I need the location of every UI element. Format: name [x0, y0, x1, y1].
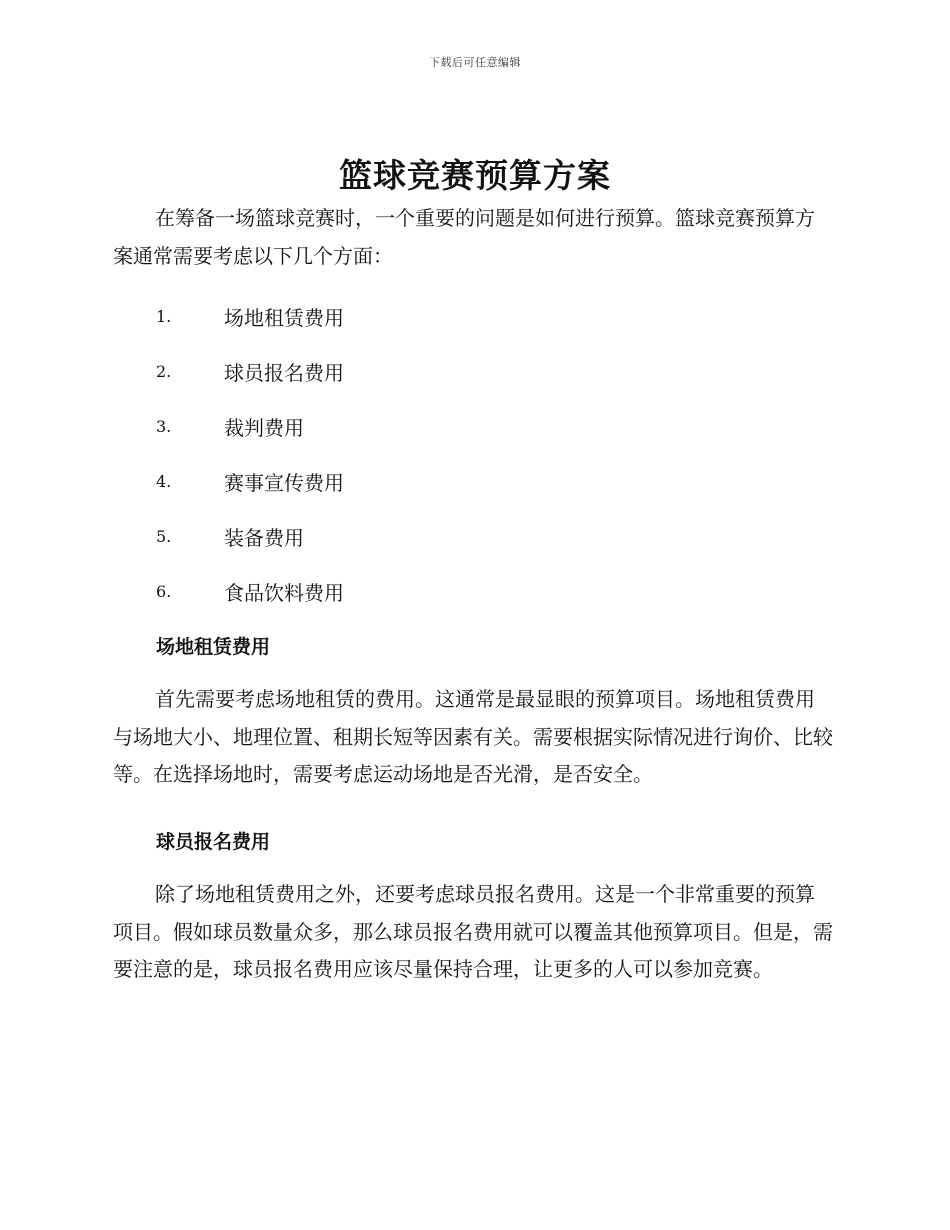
list-item [0, 463, 700, 518]
list-item-text: 赛事宣传费用 [224, 471, 344, 495]
section-heading-venue: 场地租赁费用 [156, 636, 271, 658]
list-item-text: 装备费用 [224, 526, 304, 550]
intro-paragraph: 在筹备一场篮球竞赛时，一个重要的问题是如何进行预算。篮球竞赛预算方案通常需要考虑以下几个方面： [113, 206, 815, 268]
list-item-number: 3. [156, 417, 172, 436]
section-heading-registration: 球员报名费用 [156, 831, 271, 853]
list-item-number: 4. [156, 472, 172, 491]
list-item-text: 场地租赁费用 [224, 306, 344, 330]
header-note: 下载后可任意编辑 [429, 56, 521, 69]
list-item [0, 518, 700, 573]
section-body-venue: 首先需要考虑场地租赁的费用。这通常是最显眼的预算项目。场地租赁费用与场地大小、地理位置、租期长短等因素有关。需要根据实际情况进行询价、比较等。在选择场地时，需要考虑运动场地是否光滑，是否安全。 [113, 687, 833, 786]
cost-item-list [0, 298, 700, 628]
list-item-number: 5. [156, 527, 172, 546]
list-item-text: 食品饮料费用 [224, 581, 344, 605]
list-item [0, 353, 700, 408]
list-item [0, 298, 700, 353]
list-item [0, 573, 700, 628]
list-item [0, 408, 700, 463]
list-item-text: 裁判费用 [224, 416, 304, 440]
list-item-number: 1. [156, 307, 172, 326]
document-title: 篮球竞赛预算方案 [339, 156, 611, 195]
section-body-registration: 除了场地租赁费用之外，还要考虑球员报名费用。这是一个非常重要的预算项目。假如球员数量众多，那么球员报名费用就可以覆盖其他预算项目。但是，需要注意的是，球员报名费用应该尽量保持合理，让更多的人可以参加竞赛。 [113, 882, 833, 981]
list-item-text: 球员报名费用 [224, 361, 344, 385]
list-item-number: 2. [156, 362, 172, 381]
list-item-number: 6. [156, 582, 172, 601]
